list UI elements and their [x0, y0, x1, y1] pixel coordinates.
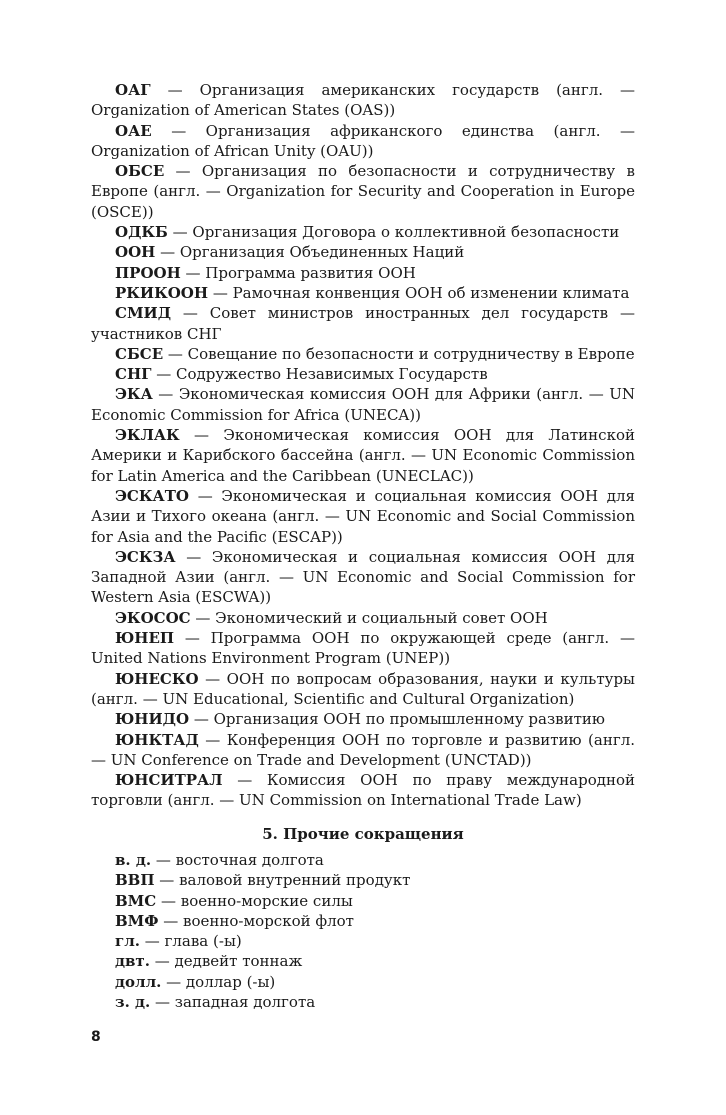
abbreviation-term: СБСЕ — [115, 344, 164, 363]
page-content — [91, 80, 635, 1012]
organization-entry — [91, 263, 635, 283]
organization-entry — [91, 669, 635, 710]
organization-entry — [91, 709, 635, 729]
abbreviation-definition: — Организация ООН по промышленному развитию — [189, 710, 605, 729]
abbreviation-definition: — Организация американских государств (англ. — Organization of American States (OAS)) — [91, 81, 635, 120]
organization-entry — [91, 486, 635, 547]
abbreviation-definition: — Совет министров иностранных дел государств — участников СНГ — [91, 304, 635, 343]
abbreviation-entry — [91, 870, 635, 890]
abbreviation-definition: — Экономическая комиссия ООН для Африки (англ. — UN Economic Commission for Africa (UNECA)) — [91, 385, 635, 424]
organization-entry — [91, 80, 635, 121]
abbreviation-entry — [91, 972, 635, 992]
abbreviation-entry — [91, 992, 635, 1012]
abbreviation-definition: — глава (-ы) — [140, 932, 242, 951]
abbreviation-entry — [91, 850, 635, 870]
abbreviation-term: СМИД — [115, 304, 172, 323]
abbreviation-term: з. д. — [115, 993, 151, 1012]
abbreviation-term: РКИКООН — [115, 283, 209, 302]
abbreviation-term: ЮНИДО — [115, 710, 190, 729]
abbreviation-definition: — военно-морские силы — [156, 891, 353, 910]
abbreviation-term: ПРООН — [115, 263, 181, 282]
abbreviation-entry — [91, 911, 635, 931]
abbreviation-term: ЭСКЗА — [115, 547, 176, 566]
abbreviation-term: гл. — [115, 932, 140, 951]
abbreviation-definition: — Программа развития ООН — [180, 263, 416, 282]
abbreviation-definition: — Экономическая комиссия ООН для Латинской Америки и Карибского бассейна (англ. — UN Economic Commission for Latin America and the Caribbean (UNECLAC)) — [91, 426, 635, 485]
abbreviation-term: ВМФ — [115, 911, 159, 930]
abbreviation-definition: — военно-морской флот — [158, 911, 354, 930]
other-abbreviations-list — [91, 850, 635, 1012]
organization-entry — [91, 161, 635, 222]
abbreviation-definition: — Экономический и социальный совет ООН — [190, 608, 548, 627]
organization-entry — [91, 730, 635, 771]
organization-entry — [91, 608, 635, 628]
organization-entry — [91, 303, 635, 344]
abbreviation-definition: — ООН по вопросам образования, науки и культуры (англ. — UN Educational, Scientific and Cultural Organization) — [91, 669, 635, 708]
abbreviation-term: в. д. — [115, 850, 152, 869]
abbreviation-definition: — Конференция ООН по торговле и развитию (англ. — UN Conference on Trade and Development (UNCTAD)) — [91, 730, 635, 769]
abbreviation-term: ЮНЕП — [115, 629, 175, 648]
organization-entry — [91, 770, 635, 811]
abbreviation-definition: — Организация по безопасности и сотрудничеству в Европе (англ. — Organization for Security and Cooperation in Europe (OSCE)) — [91, 162, 635, 221]
abbreviation-definition: — Организация Объединенных Наций — [155, 243, 465, 262]
abbreviation-term: ВМС — [115, 891, 157, 910]
abbreviation-term: ОАЕ — [115, 121, 152, 140]
abbreviation-term: двт. — [115, 952, 150, 971]
organization-entry — [91, 425, 635, 486]
abbreviation-definition: — западная долгота — [150, 993, 316, 1012]
organization-entry — [91, 344, 635, 364]
abbreviation-term: долл. — [115, 972, 162, 991]
organizations-list — [91, 80, 635, 811]
organization-entry — [91, 283, 635, 303]
abbreviation-definition: — восточная долгота — [151, 850, 324, 869]
abbreviation-term: ЭКОСОС — [115, 608, 191, 627]
organization-entry — [91, 222, 635, 242]
organization-entry — [91, 242, 635, 262]
organization-entry — [91, 121, 635, 162]
abbreviation-definition: — Организация Договора о коллективной безопасности — [167, 223, 620, 242]
organization-entry — [91, 384, 635, 425]
abbreviation-entry — [91, 891, 635, 911]
abbreviation-definition: — доллар (-ы) — [161, 972, 276, 991]
abbreviation-term: ВВП — [115, 871, 155, 890]
abbreviation-term: ОБСЕ — [115, 162, 165, 181]
abbreviation-term: ООН — [115, 243, 156, 262]
abbreviation-term: ЮНСИТРАЛ — [115, 771, 223, 790]
abbreviation-term: ОАГ — [115, 81, 151, 99]
abbreviation-term: СНГ — [115, 365, 152, 384]
abbreviation-definition: — Организация африканского единства (англ. — Organization of African Unity (OAU)) — [91, 121, 635, 160]
abbreviation-term: ЮНКТАД — [115, 730, 199, 749]
abbreviation-term: ЮНЕСКО — [115, 669, 199, 688]
abbreviation-term: ЭКЛАК — [115, 426, 180, 445]
abbreviation-definition: — Содружество Независимых Государств — [151, 365, 488, 384]
abbreviation-entry — [91, 951, 635, 971]
abbreviation-term: ОДКБ — [115, 223, 168, 242]
abbreviation-definition: — Комиссия ООН по праву международной торговли (англ. — UN Commission on International Trade Law) — [91, 771, 635, 810]
abbreviation-definition: — Программа ООН по окружающей среде (англ. — United Nations Environment Program (UNEP)) — [91, 629, 635, 668]
organization-entry — [91, 364, 635, 384]
abbreviation-definition: — валовой внутренний продукт — [154, 871, 411, 890]
page-number: 8 — [91, 1029, 101, 1045]
abbreviation-definition: — Экономическая и социальная комиссия ООН для Азии и Тихого океана (англ. — UN Economic and Social Commission for Asia and the Pacific (ESCAP)) — [91, 486, 635, 546]
abbreviation-entry — [91, 931, 635, 951]
abbreviation-definition: — Рамочная конвенция ООН об изменении климата — [208, 283, 630, 302]
organization-entry — [91, 628, 635, 669]
abbreviation-term: ЭСКАТО — [115, 486, 189, 505]
section-title: 5. Прочие сокращения — [262, 824, 464, 843]
organization-entry — [91, 547, 635, 608]
abbreviation-definition: — дедвейт тоннаж — [149, 952, 303, 971]
abbreviation-definition: — Совещание по безопасности и сотрудничеству в Европе — [163, 344, 635, 363]
abbreviation-definition: — Экономическая и социальная комиссия ООН для Западной Азии (англ. — UN Economic and Social Commission for Western Asia (ESCWA)) — [91, 547, 635, 607]
abbreviation-term: ЭКА — [115, 385, 153, 404]
